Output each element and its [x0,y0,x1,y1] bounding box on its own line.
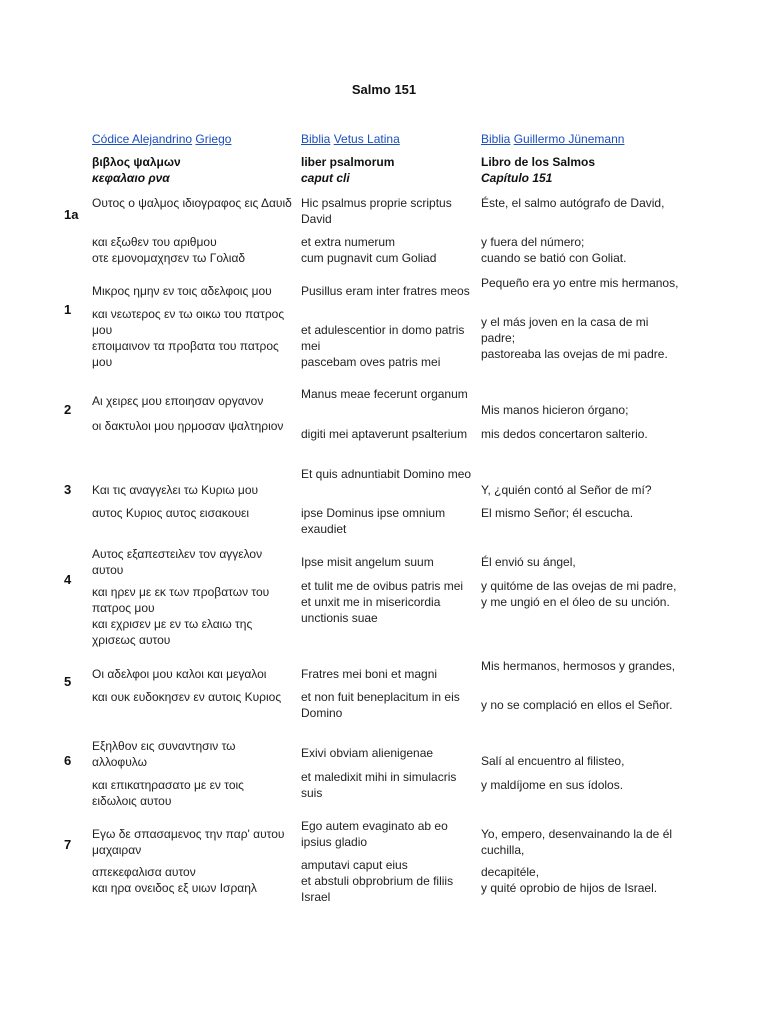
verse-text-greek: Οι αδελφοι μου καλοι και μεγαλοι [92,667,267,681]
verse-number: 1 [64,302,72,317]
book-name: liber psalmorum [301,155,395,169]
verse-text-spanish: Pequeño era yo entre mis hermanos, [481,276,679,290]
column-header-latin [301,131,476,147]
biblia-link[interactable]: Biblia [301,132,331,146]
verse-text-greek: απεκεφαλισα αυτον και ηρα ονειδος εξ υιων Ισραηλ [92,865,257,895]
codex-alexandrinus-link[interactable]: Códice Alejandrino [92,132,193,146]
verse-text-latin: et maledixit mihi in simulacris suis [301,770,457,800]
book-title-spanish [481,154,681,186]
book-name: βιβλος ψαλμων [92,155,181,169]
verse-number: 4 [64,572,72,587]
verse-text-latin: Exivi obviam alienigenae [301,746,434,760]
verse-text-greek: Και τις αναγγελει τω Κυριω μου [92,483,259,497]
column-header-spanish [481,131,681,147]
verse-text-latin: Ego autem evaginato ab eo ipsius gladio [301,819,448,849]
verse-text-latin: Et quis adnuntiabit Domino meo [301,467,472,481]
verse-text-greek: Μικρος ημην εν τοις αδελφοις μου [92,284,272,298]
verse-text-greek: και ηρεν με εκ των προβατων του πατρος μου και εχρισεν με εν τω ελαιω της χρισεως αυτου [92,585,270,647]
verse-text-greek: Εξηλθον εις συναντησιν τω αλλοφυλω [92,739,236,769]
book-title-latin [301,154,476,186]
verse-text-spanish: Mis manos hicieron órgano; [481,403,629,417]
verse-text-spanish: y el más joven en la casa de mi padre; pastoreaba las ovejas de mi padre. [481,315,668,361]
chapter-name: κεφαλαιο ρνα [92,171,170,185]
verse-text-spanish: decapitéle, y quité oprobio de hijos de Israel. [481,865,658,895]
verse-text-spanish: Él envió su ángel, [481,555,576,569]
verse-text-spanish: Éste, el salmo autógrafo de David, [481,196,665,210]
verse-text-spanish: Y, ¿quién contó al Señor de mí? [481,483,652,497]
verse-text-greek: και νεωτερος εν τω οικω του πατρος μου εποιμαινον τα προβατα του πατρος μου [92,307,285,369]
verse-text-latin: Fratres mei boni et magni [301,667,438,681]
verse-text-spanish: y fuera del número; cuando se batió con Goliat. [481,235,627,265]
vetus-latina-link[interactable]: Vetus Latina [333,132,400,146]
verse-text-greek: και ουκ ευδοκησεν εν αυτοις Κυριος [92,690,282,704]
verse-text-latin: et tulit me de ovibus patris mei et unxit me in misericordia unctionis suae [301,579,464,625]
verse-text-greek: οι δακτυλοι μου ηρμοσαν ψαλτηριον [92,419,284,433]
chapter-name: Capítulo 151 [481,171,553,185]
verse-text-spanish: Salí al encuentro al filisteo, [481,754,625,768]
verse-text-spanish: Mis hermanos, hermosos y grandes, [481,659,676,673]
verse-text-greek: Ουτος ο ψαλμος ιδιογραφος εις Δαυιδ [92,196,292,210]
page-title: Salmo 151 [351,82,417,97]
verse-text-greek: Εγω δε σπασαμενος την παρ' αυτου μαχαιραν [92,827,285,857]
verse-number: 3 [64,482,72,497]
verse-text-latin: digiti mei aptaverunt psalterium [301,427,468,441]
greek-link[interactable]: Griego [195,132,232,146]
verse-text-greek: Αυτος εξαπεστειλεν τον αγγελον αυτου [92,547,263,577]
verse-text-latin: ipse Dominus ipse omnium exaudiet [301,506,446,536]
verse-text-latin: Hic psalmus proprie scriptus David [301,196,452,226]
verse-text-greek: αυτος Κυριος αυτος εισακουει [92,506,250,520]
verse-number: 2 [64,402,72,417]
verse-text-spanish: y no se complació en ellos el Señor. [481,698,673,712]
junemann-link[interactable]: Guillermo Jünemann [513,132,625,146]
verse-text-latin: et adulescentior in domo patris mei pascebam oves patris mei [301,323,465,369]
verse-text-greek: Αι χειρες μου εποιησαν οργανον [92,394,264,408]
verse-text-spanish: El mismo Señor; él escucha. [481,506,634,520]
verse-text-latin: et non fuit beneplacitum in eis Domino [301,690,460,720]
verse-text-latin: amputavi caput eius et abstuli obprobrium de filiis Israel [301,858,454,904]
verse-text-spanish: y maldíjome en sus ídolos. [481,778,624,792]
verse-text-spanish: Yo, empero, desenvainando la de él cuchilla, [481,827,673,857]
verse-number: 5 [64,674,72,689]
verse-text-latin: et extra numerum cum pugnavit cum Goliad [301,235,437,265]
chapter-name: caput cli [301,171,350,185]
column-header-greek [92,131,292,147]
biblia-link[interactable]: Biblia [481,132,511,146]
verse-number: 1a [64,207,79,222]
verse-text-greek: και επικατηρασατο με εν τοις ειδωλοις αυτου [92,778,244,808]
verse-text-spanish: mis dedos concertaron salterio. [481,427,648,441]
verse-text-latin: Ipse misit angelum suum [301,555,434,569]
book-title-greek [92,154,292,186]
verse-text-latin: Pusillus eram inter fratres meos [301,284,470,298]
verse-text-latin: Manus meae fecerunt organum [301,387,468,401]
verse-number: 6 [64,753,72,768]
verse-number: 7 [64,837,72,852]
verse-text-spanish: y quitóme de las ovejas de mi padre, y me ungió en el óleo de su unción. [481,579,677,609]
verse-text-greek: και εξωθεν του αριθμου οτε εμονομαχησεν τω Γολιαδ [92,235,246,265]
book-name: Libro de los Salmos [481,155,596,169]
